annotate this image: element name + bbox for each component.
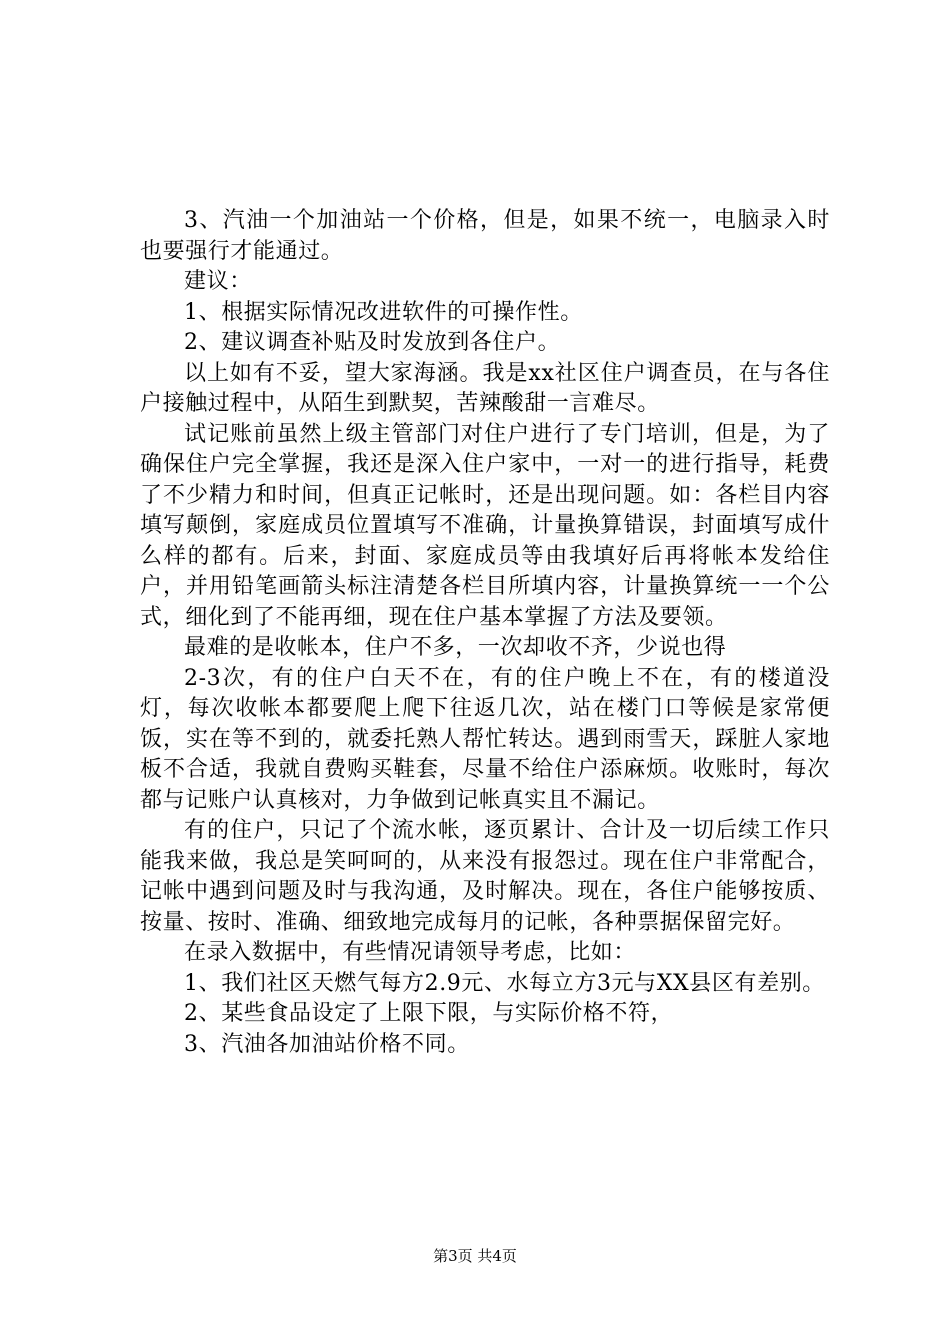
document-body	[140, 206, 830, 1060]
paragraph-4: 2、建议调查补贴及时发放到各住户。	[184, 330, 561, 355]
page-footer: 第3页 共4页	[433, 1247, 517, 1265]
paragraph-3: 1、根据实际情况改进软件的可操作性。	[184, 299, 583, 325]
paragraph-13: 3、汽油各加油站价格不同。	[184, 1031, 470, 1057]
paragraph-6: 试记账前虽然上级主管部门对住户进行了专门培训，但是，为了确保住户完全掌握，我还是深入住户家中，一对一的进行指导，耗费了不少精力和时间，但真正记帐时，还是出现问题。如：各栏目内容填写颠倒，家庭成员位置填写不准确，计量换算错误，封面填写成什么样的都有。后来，封面、家庭成员等由我填好后再将帐本发给住户，并用铅笔画箭头标注清楚各栏目所填内容，计量换算统一一个公式，细化到了不能再细，现在住户基本掌握了方法及要领。	[140, 421, 830, 630]
paragraph-7: 最难的是收帐本，住户不多，一次却收不齐，少说也得	[184, 635, 727, 660]
paragraph-2: 建议：	[184, 269, 252, 294]
paragraph-1: 3、汽油一个加油站一个价格，但是，如果不统一，电脑录入时也要强行才能通过。	[140, 208, 830, 264]
paragraph-10: 在录入数据中，有些情况请领导考虑，比如：	[184, 940, 637, 965]
paragraph-5: 以上如有不妥，望大家海涵。我是xx社区住户调查员，在与各住户接触过程中，从陌生到默契，苦辣酸甜一言难尽。	[140, 360, 830, 416]
paragraph-11: 1、我们社区天燃气每方2.9元、水每立方3元与XX县区有差别。	[184, 970, 825, 996]
paragraph-8: 2-3次，有的住户白天不在，有的住户晚上不在，有的楼道没灯，每次收帐本都要爬上爬下往返几次，站在楼门口等候是家常便饭，实在等不到的，就委托熟人帮忙转达。遇到雨雪天，踩脏人家地板不合适，我就自费购买鞋套，尽量不给住户添麻烦。收账时，每次都与记账户认真核对，力争做到记帐真实且不漏记。	[140, 665, 830, 813]
paragraph-9: 有的住户，只记了个流水帐，逐页累计、合计及一切后续工作只能我来做，我总是笑呵呵的，从来没有报怨过。现在住户非常配合，记帐中遇到问题及时与我沟通，及时解决。现在，各住户能够按质、按量、按时、准确、细致地完成每月的记帐，各种票据保留完好。	[140, 818, 830, 935]
paragraph-12: 2、某些食品设定了上限下限，与实际价格不符，	[184, 1001, 674, 1026]
